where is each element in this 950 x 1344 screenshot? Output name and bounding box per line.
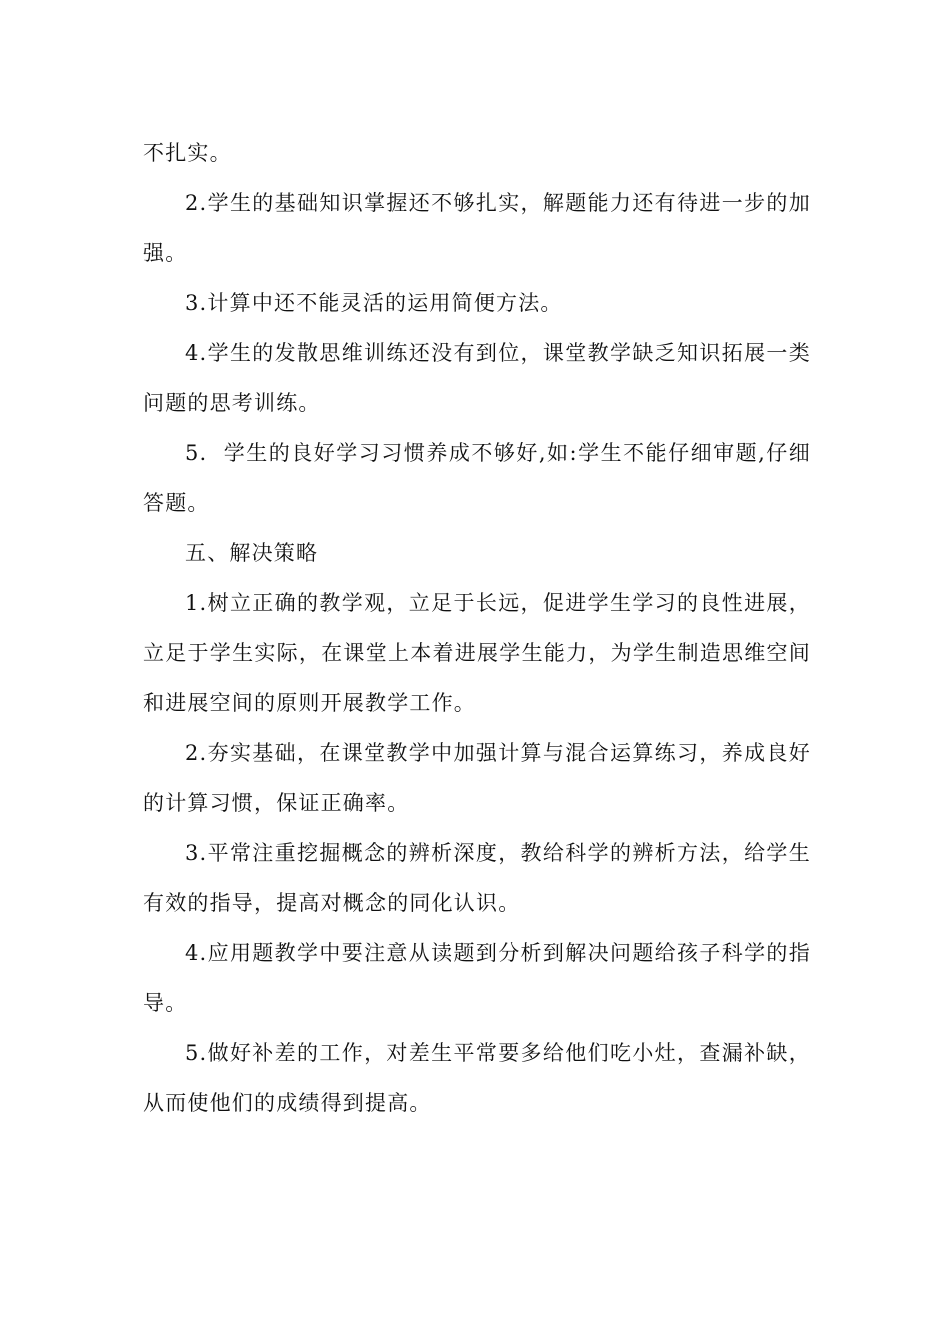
- paragraph-problem-2: 2.学生的基础知识掌握还不够扎实，解题能力还有待进一步的加强。: [143, 191, 811, 265]
- paragraph-problem-4: 4.学生的发散思维训练还没有到位，课堂教学缺乏知识拓展一类问题的思考训练。: [143, 341, 811, 415]
- paragraph-problem-5: 5. 学生的良好学习习惯养成不够好,如:学生不能仔细审题,仔细答题。: [143, 441, 811, 515]
- paragraph-strategy-5: 5.做好补差的工作，对差生平常要多给他们吃小灶，查漏补缺，从而使他们的成绩得到提高。: [143, 1041, 811, 1115]
- paragraph-problem-3: 3.计算中还不能灵活的运用简便方法。: [185, 291, 563, 315]
- paragraph-strategy-2: 2.夯实基础，在课堂教学中加强计算与混合运算练习，养成良好的计算习惯，保证正确率。: [143, 741, 811, 815]
- section-heading: 五、解决策略: [185, 541, 319, 565]
- paragraph-strategy-1: 1.树立正确的教学观，立足于长远，促进学生学习的良性进展，立足于学生实际，在课堂上本着进展学生能力，为学生制造思维空间和进展空间的原则开展教学工作。: [143, 591, 811, 715]
- paragraph-strategy-3: 3.平常注重挖掘概念的辨析深度，教给科学的辨析方法，给学生有效的指导，提高对概念的同化认识。: [143, 841, 811, 915]
- document-body: [143, 128, 811, 1128]
- paragraph-strategy-4: 4.应用题教学中要注意从读题到分析到解决问题给孩子科学的指导。: [143, 941, 811, 1015]
- paragraph-continuation: 不扎实。: [143, 141, 232, 165]
